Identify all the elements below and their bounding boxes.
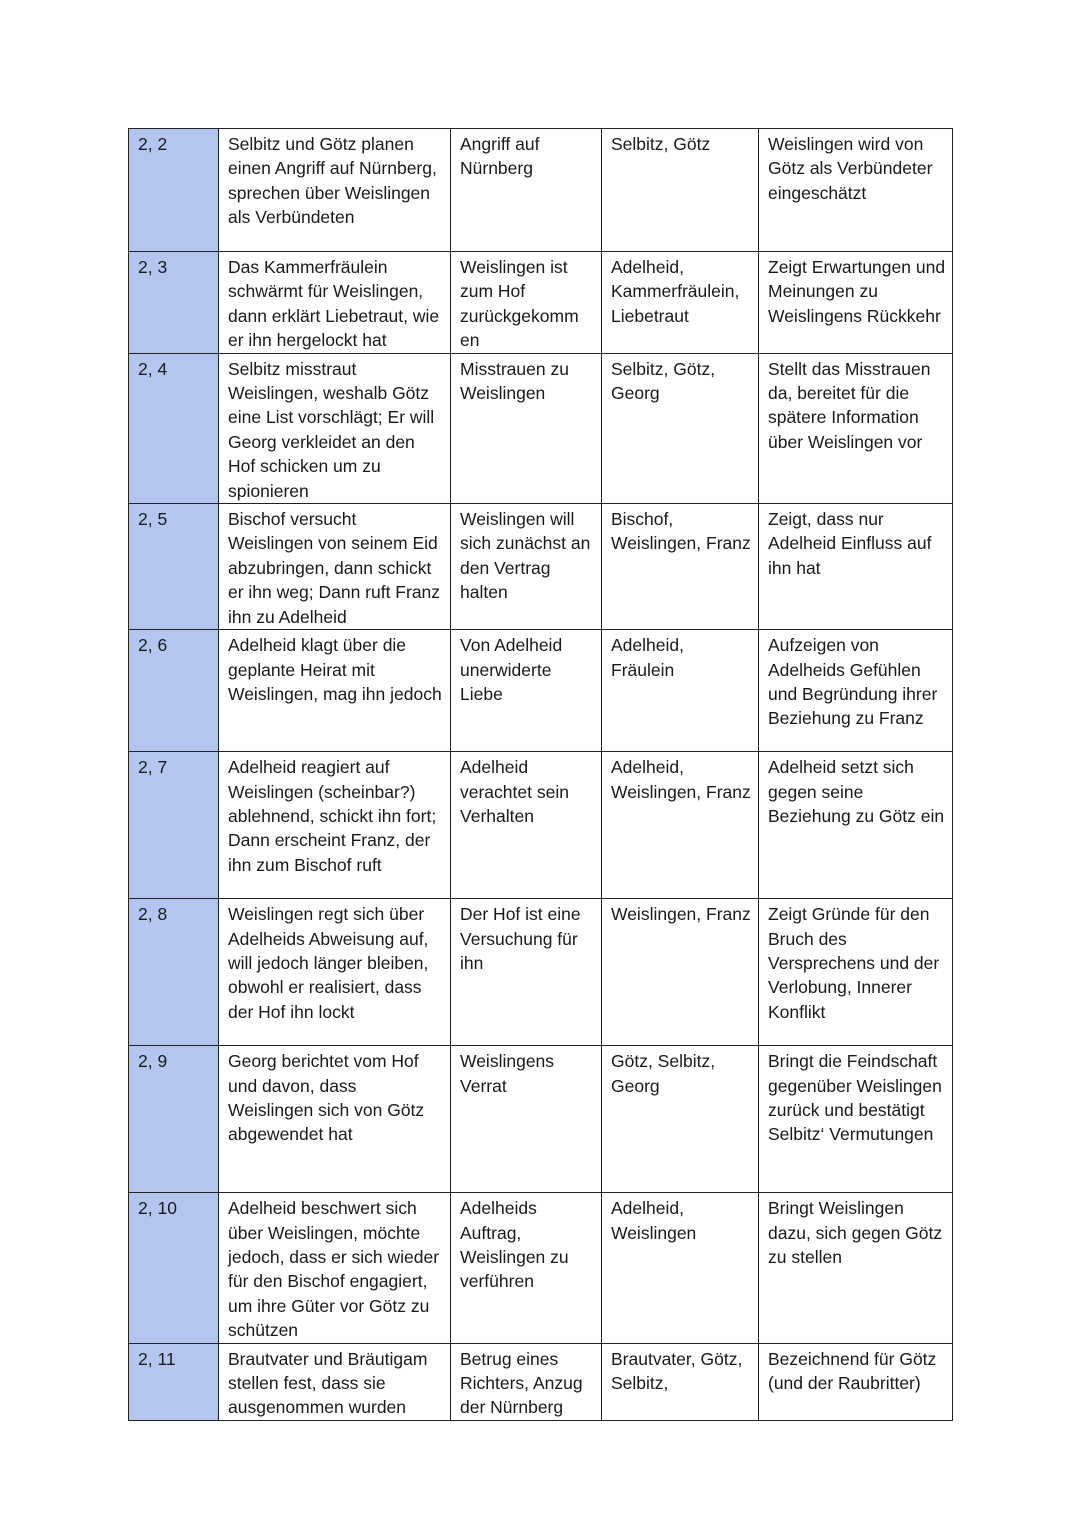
scene-topic: Der Hof ist eine Versuchung für ihn: [451, 899, 602, 1046]
scene-persons: Götz, Selbitz, Georg: [602, 1046, 759, 1193]
scene-function: Bezeichnend für Götz (und der Raubritter): [759, 1343, 953, 1420]
scene-topic: Adelheids Auftrag, Weislingen zu verführen: [451, 1193, 602, 1343]
scene-topic: Misstrauen zu Weislingen: [451, 353, 602, 503]
table-row: [129, 1193, 953, 1343]
scene-number: 2, 3: [129, 252, 219, 354]
scene-persons: Adelheid, Weislingen: [602, 1193, 759, 1343]
scene-number: 2, 5: [129, 504, 219, 630]
scene-content: Selbitz misstraut Weislingen, weshalb Götz eine List vorschlägt; Er will Georg verkleidet an den Hof schicken um zu spionieren: [219, 353, 451, 503]
scene-content: Adelheid beschwert sich über Weislingen, möchte jedoch, dass er sich wieder für den Bischof engagiert, um ihre Güter vor Götz zu schützen: [219, 1193, 451, 1343]
scene-topic: Weislingens Verrat: [451, 1046, 602, 1193]
table-row: [129, 752, 953, 899]
scene-function: Zeigt Gründe für den Bruch des Versprechens und der Verlobung, Innerer Konflikt: [759, 899, 953, 1046]
scene-persons: Brautvater, Götz, Selbitz,: [602, 1343, 759, 1420]
table-row: [129, 353, 953, 503]
table-row: [129, 630, 953, 752]
scene-persons: Selbitz, Götz, Georg: [602, 353, 759, 503]
scene-number: 2, 8: [129, 899, 219, 1046]
scene-persons: Bischof, Weislingen, Franz: [602, 504, 759, 630]
scene-function: Stellt das Misstrauen da, bereitet für die spätere Information über Weislingen vor: [759, 353, 953, 503]
scene-function: Weislingen wird von Götz als Verbündeter eingeschätzt: [759, 129, 953, 252]
scene-topic: Adelheid verachtet sein Verhalten: [451, 752, 602, 899]
scene-function: Bringt die Feindschaft gegenüber Weislingen zurück und bestätigt Selbitz‘ Vermutungen: [759, 1046, 953, 1193]
scene-content: Brautvater und Bräutigam stellen fest, dass sie ausgenommen wurden: [219, 1343, 451, 1420]
table-row: [129, 899, 953, 1046]
scene-number: 2, 6: [129, 630, 219, 752]
scene-content: Weislingen regt sich über Adelheids Abweisung auf, will jedoch länger bleiben, obwohl er realisiert, dass der Hof ihn lockt: [219, 899, 451, 1046]
scene-number: 2, 2: [129, 129, 219, 252]
scene-number: 2, 4: [129, 353, 219, 503]
scene-topic: Betrug eines Richters, Anzug der Nürnberg: [451, 1343, 602, 1420]
scene-function: Zeigt Erwartungen und Meinungen zu Weislingens Rückkehr: [759, 252, 953, 354]
scene-number: 2, 10: [129, 1193, 219, 1343]
table-row: [129, 1046, 953, 1193]
scene-content: Adelheid reagiert auf Weislingen (scheinbar?) ablehnend, schickt ihn fort; Dann erscheint Franz, der ihn zum Bischof ruft: [219, 752, 451, 899]
scene-function: Bringt Weislingen dazu, sich gegen Götz zu stellen: [759, 1193, 953, 1343]
scene-analysis-table: [128, 128, 953, 1421]
scene-function: Adelheid setzt sich gegen seine Beziehung zu Götz ein: [759, 752, 953, 899]
table-row: [129, 252, 953, 354]
scene-persons: Weislingen, Franz: [602, 899, 759, 1046]
scene-content: Georg berichtet vom Hof und davon, dass Weislingen sich von Götz abgewendet hat: [219, 1046, 451, 1193]
table-row: [129, 504, 953, 630]
scene-content: Das Kammerfräulein schwärmt für Weislingen, dann erklärt Liebetraut, wie er ihn hergelockt hat: [219, 252, 451, 354]
scene-function: Zeigt, dass nur Adelheid Einfluss auf ihn hat: [759, 504, 953, 630]
scene-topic: Weislingen will sich zunächst an den Vertrag halten: [451, 504, 602, 630]
scene-number: 2, 11: [129, 1343, 219, 1420]
scene-topic: Angriff auf Nürnberg: [451, 129, 602, 252]
scene-number: 2, 9: [129, 1046, 219, 1193]
scene-topic: Von Adelheid unerwiderte Liebe: [451, 630, 602, 752]
scene-persons: Adelheid, Fräulein: [602, 630, 759, 752]
scene-topic: Weislingen ist zum Hof zurückgekomm en: [451, 252, 602, 354]
table-row: [129, 1343, 953, 1420]
scene-content: Adelheid klagt über die geplante Heirat mit Weislingen, mag ihn jedoch: [219, 630, 451, 752]
scene-function: Aufzeigen von Adelheids Gefühlen und Begründung ihrer Beziehung zu Franz: [759, 630, 953, 752]
scene-persons: Adelheid, Kammerfräulein, Liebetraut: [602, 252, 759, 354]
scene-content: Bischof versucht Weislingen von seinem Eid abzubringen, dann schickt er ihn weg; Dann ruft Franz ihn zu Adelheid: [219, 504, 451, 630]
table-row: [129, 129, 953, 252]
scene-number: 2, 7: [129, 752, 219, 899]
scene-content: Selbitz und Götz planen einen Angriff auf Nürnberg, sprechen über Weislingen als Verbündeten: [219, 129, 451, 252]
scene-persons: Selbitz, Götz: [602, 129, 759, 252]
scene-persons: Adelheid, Weislingen, Franz: [602, 752, 759, 899]
